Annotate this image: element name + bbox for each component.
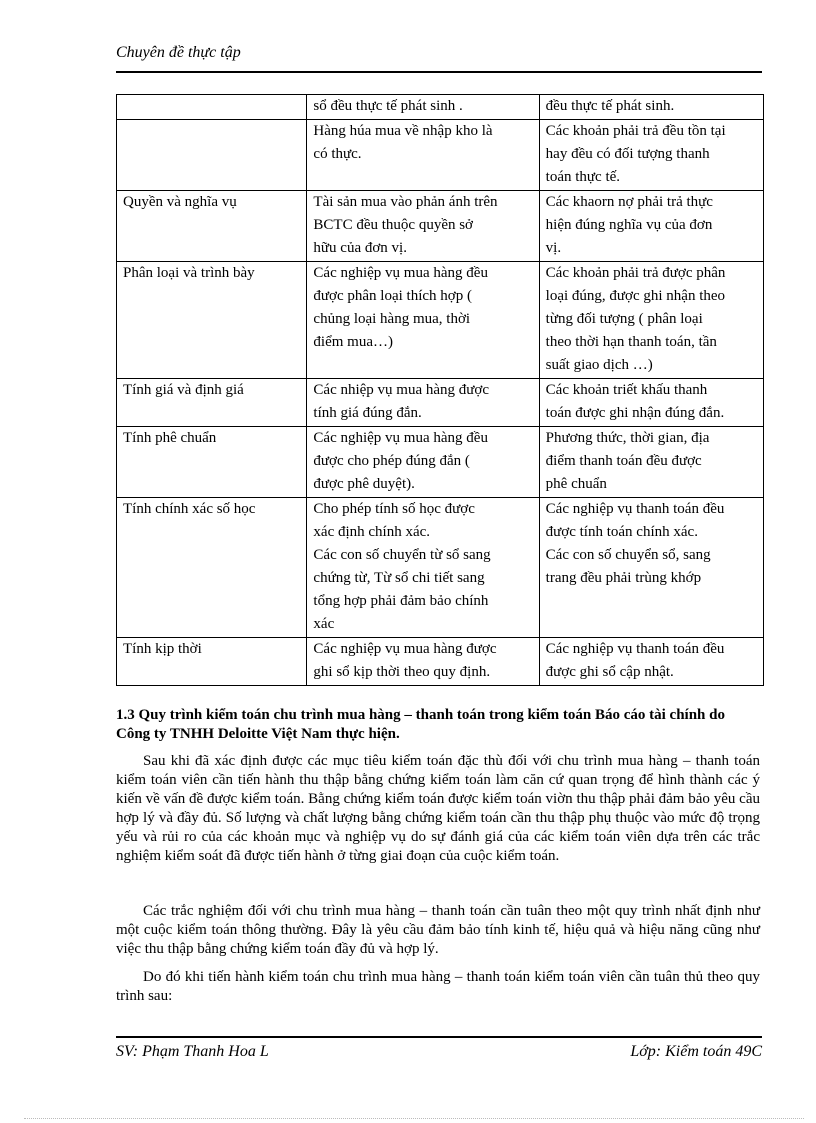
cell-text-line: Các khoản phải trả đều tồn tại <box>545 123 726 139</box>
payment-cell <box>539 120 763 191</box>
table-row <box>117 498 764 638</box>
cell-text-line: Phương thức, thời gian, địa <box>545 430 710 446</box>
cell-text-line: hiện đúng nghĩa vụ của đơn <box>545 217 713 233</box>
purchase-cell <box>307 379 539 427</box>
cell-text-line: tính giá đúng đắn. <box>313 405 422 421</box>
purchase-cell <box>307 191 539 262</box>
cell-text-line: sổ đều thực tế phát sinh . <box>313 98 463 114</box>
cell-text-line: điểm mua…) <box>313 334 393 350</box>
cell-text-line: Tính phê chuẩn <box>123 430 217 446</box>
purchase-cell <box>307 638 539 686</box>
footer-divider <box>116 1036 762 1038</box>
cell-text-line: Các nghiệp vụ mua hàng đều <box>313 265 488 281</box>
cell-text-line: Các nhiệp vụ mua hàng được <box>313 382 490 398</box>
cell-text-line: từng đối tượng ( phân loại <box>545 311 703 327</box>
payment-cell <box>539 262 763 379</box>
header-divider <box>116 71 762 73</box>
cell-text-line: Các nghiệp vụ thanh toán đều <box>545 641 725 657</box>
payment-cell <box>539 379 763 427</box>
table-row <box>117 191 764 262</box>
cell-text-line: Hàng húa mua về nhập kho là <box>313 123 493 139</box>
objective-cell <box>117 427 307 498</box>
cell-text-line: Các nghiệp vụ thanh toán đều <box>545 501 725 517</box>
cell-text-line: Các nghiệp vụ mua hàng đều <box>313 430 488 446</box>
cell-text-line: Quyền và nghĩa vụ <box>123 194 237 210</box>
body-paragraph-3: Do đó khi tiến hành kiểm toán chu trình mua hàng – thanh toán kiểm toán viên cần tuân thủ theo quy trình sau: <box>116 969 760 1004</box>
purchase-cell <box>307 262 539 379</box>
cell-text-line: được cho phép đúng đắn ( <box>313 453 470 469</box>
cell-text-line: Các nghiệp vụ mua hàng được <box>313 641 497 657</box>
cell-text-line: Tài sản mua vào phản ánh trên <box>313 194 498 210</box>
purchase-cell <box>307 120 539 191</box>
cell-text-line: đều thực tế phát sinh. <box>545 98 675 114</box>
cell-text-line: suất giao dịch …) <box>545 357 653 373</box>
table-row <box>117 262 764 379</box>
cell-text-line: theo thời hạn thanh toán, tần <box>545 334 717 350</box>
payment-cell <box>539 191 763 262</box>
cell-text-line: chủng loại hàng mua, thời <box>313 311 471 327</box>
audit-objectives-table <box>116 94 764 686</box>
cell-text-line: BCTC đều thuộc quyền sở <box>313 217 473 233</box>
cell-text-line: xác <box>313 616 335 632</box>
cell-text-line: Các khoản triết khấu thanh <box>545 382 708 398</box>
purchase-cell <box>307 427 539 498</box>
cell-text-line: được phê duyệt). <box>313 476 415 492</box>
cell-text-line: Tính kịp thời <box>123 641 202 657</box>
table-row <box>117 379 764 427</box>
cell-text-line: toán được ghi nhận đúng đắn. <box>545 405 725 421</box>
body-paragraph-2: Các trắc nghiệm đối với chu trình mua hàng – thanh toán cần tuân theo một quy trình nhất định như một cuộc kiểm toán thông thường. Đây là yêu cầu đảm bảo tính kinh tế, hiệu quả và hiệu năng cũng như việc thu thập bằng chứng kiểm toán đầy đủ và hợp lý. <box>116 903 760 957</box>
cell-text-line: được ghi sổ cập nhật. <box>545 664 674 680</box>
cell-text-line: Các khaorn nợ phải trả thực <box>545 194 713 210</box>
cell-text-line: xác định chính xác. <box>313 524 431 540</box>
table-row <box>117 120 764 191</box>
cell-text-line: hữu của đơn vị. <box>313 240 407 256</box>
cell-text-line: tổng hợp phải đảm bảo chính <box>313 593 489 609</box>
purchase-cell <box>307 95 539 120</box>
cell-text-line: Phân loại và trình bày <box>123 265 255 281</box>
cell-text-line: hay đều có đối tượng thanh <box>545 146 710 162</box>
cell-text-line: Các con số chuyển sổ, sang <box>545 547 711 563</box>
cell-text-line: ghi sổ kịp thời theo quy định. <box>313 664 491 680</box>
cell-text-line: toán thực tế. <box>545 169 621 185</box>
payment-cell <box>539 638 763 686</box>
cell-text-line: trang đều phải trùng khớp <box>545 570 702 586</box>
objective-cell <box>117 191 307 262</box>
page-header-title: Chuyên đề thực tập <box>116 44 241 61</box>
objective-cell <box>117 262 307 379</box>
cell-text-line: loại đúng, được ghi nhận theo <box>545 288 726 304</box>
objective-cell <box>117 379 307 427</box>
cell-text-line: Các con số chuyển từ sổ sang <box>313 547 491 563</box>
objective-cell <box>117 120 307 191</box>
objective-cell <box>117 95 307 120</box>
cell-text-line: Các khoản phải trả được phân <box>545 265 726 281</box>
table-row <box>117 427 764 498</box>
objective-cell <box>117 498 307 638</box>
cell-text-line: Tính giá và định giá <box>123 382 244 398</box>
payment-cell <box>539 95 763 120</box>
objective-cell <box>117 638 307 686</box>
cell-text-line: điểm thanh toán đều được <box>545 453 702 469</box>
purchase-cell <box>307 498 539 638</box>
cell-text-line: Cho phép tính số học được <box>313 501 475 517</box>
table-body <box>117 95 764 686</box>
cell-text-line: được tính toán chính xác. <box>545 524 698 540</box>
payment-cell <box>539 427 763 498</box>
cell-text-line: vị. <box>545 240 562 256</box>
page-bottom-dotted-line <box>24 1118 804 1119</box>
table-row <box>117 638 764 686</box>
cell-text-line: phê chuẩn <box>545 476 607 492</box>
section-heading: 1.3 Quy trình kiểm toán chu trình mua hàng – thanh toán trong kiểm toán Báo cáo tài chính do Công ty TNHH Deloitte Việt Nam thực hiện. <box>116 707 725 742</box>
footer-student-name: SV: Phạm Thanh Hoa L <box>116 1043 269 1060</box>
table-row <box>117 95 764 120</box>
cell-text-line: Tính chính xác số học <box>123 501 256 517</box>
cell-text-line: được phân loại thích hợp ( <box>313 288 472 304</box>
cell-text-line: chứng từ, Từ sổ chi tiết sang <box>313 570 485 586</box>
payment-cell <box>539 498 763 638</box>
cell-text-line: có thực. <box>313 146 362 162</box>
body-paragraph-1: Sau khi đã xác định được các mục tiêu kiểm toán đặc thù đối với chu trình mua hàng – thanh toán kiểm toán viên cần tiến hành thu thập bằng chứng kiểm toán làm căn cứ quan trọng để hình thành các ý kiến về vấn đề được kiểm toán. Bằng chứng kiểm toán được kiểm toán viờn thu thập phải đảm bảo yêu cầu hợp lý và đầy đủ. Số lượng và chất lượng bằng chứng kiểm toán cần thu thập phụ thuộc vào mức độ trọng yếu và rủi ro của các khoản mục và nghiệp vụ do sự đánh giá của các kiểm toán viên dựa trên các trắc nghiệm kiểm soát đã được tiến hành ở từng giai đoạn của cuộc kiểm toán. <box>116 753 760 864</box>
footer-class-name: Lớp: Kiểm toán 49C <box>630 1043 762 1060</box>
